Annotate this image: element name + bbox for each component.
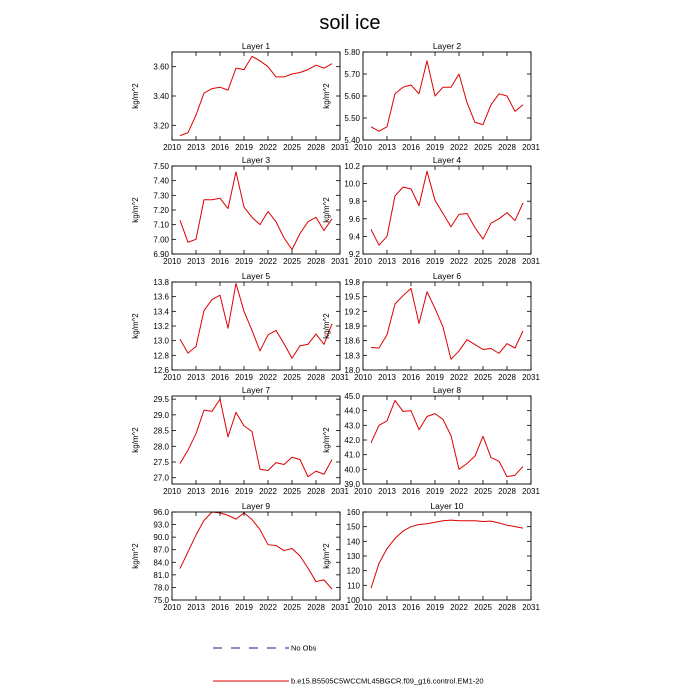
plot-frame [172, 166, 340, 254]
x-tick-label: 2010 [354, 603, 372, 612]
y-tick-label: 42.0 [344, 436, 360, 445]
y-tick-label: 18.6 [344, 336, 360, 346]
y-tick-label: 9.2 [348, 250, 360, 259]
x-tick-label: 2028 [307, 373, 325, 382]
y-tick-label: 96.0 [153, 508, 169, 517]
y-tick-label: 12.6 [153, 366, 169, 375]
y-tick-label: 10.2 [344, 162, 360, 171]
x-tick-label: 2013 [187, 257, 205, 266]
figure-title: soil ice [319, 12, 381, 34]
plot-frame [172, 52, 340, 140]
x-tick-label: 2013 [378, 603, 396, 612]
y-tick-label: 7.20 [153, 206, 169, 215]
y-tick-label: 13.8 [153, 278, 169, 287]
y-tick-label: 44.0 [344, 406, 360, 416]
x-tick-label: 2016 [211, 143, 229, 152]
panel-5 [131, 271, 349, 382]
panel-title: Layer 7 [241, 385, 271, 395]
x-tick-label: 2031 [522, 487, 540, 496]
y-tick-label: 90.0 [153, 533, 169, 543]
y-axis-label: kg/m^2 [131, 313, 140, 339]
panel-title: Layer 10 [430, 501, 464, 511]
y-tick-label: 5.60 [344, 92, 360, 101]
x-tick-label: 2019 [235, 373, 253, 382]
x-tick-label: 2022 [450, 257, 468, 266]
y-tick-label: 110 [347, 581, 360, 591]
x-tick-label: 2028 [498, 373, 516, 382]
x-tick-label: 2025 [283, 373, 301, 382]
x-tick-label: 2016 [402, 257, 420, 266]
y-tick-label: 6.90 [153, 250, 169, 259]
x-tick-label: 2010 [163, 373, 181, 382]
y-axis-label: kg/m^2 [322, 427, 331, 453]
panels [131, 41, 540, 612]
x-tick-label: 2028 [307, 487, 325, 496]
x-tick-label: 2025 [283, 143, 301, 152]
plot-frame [363, 166, 531, 254]
y-axis-label: kg/m^2 [131, 197, 140, 223]
legend-model-label: b.e15.B5505C5WCCML45BGCR.f09_g16.control.EM1-20 [291, 676, 484, 686]
y-tick-label: 5.80 [344, 48, 360, 57]
x-tick-label: 2028 [307, 143, 325, 152]
y-tick-label: 13.4 [153, 307, 169, 317]
x-tick-label: 2019 [235, 603, 253, 612]
x-tick-label: 2031 [522, 603, 540, 612]
x-tick-label: 2013 [187, 373, 205, 382]
y-tick-label: 87.0 [153, 545, 169, 555]
y-tick-label: 7.10 [153, 220, 169, 230]
x-tick-label: 2016 [211, 487, 229, 496]
x-tick-label: 2022 [259, 603, 277, 612]
panel-3 [131, 155, 349, 266]
x-tick-label: 2019 [426, 257, 444, 266]
series-line [180, 399, 332, 477]
y-tick-label: 78.0 [153, 583, 169, 593]
y-tick-label: 81.0 [153, 570, 169, 580]
x-tick-label: 2013 [187, 487, 205, 496]
x-tick-label: 2031 [331, 373, 349, 382]
plot-frame [363, 396, 531, 484]
panel-title: Layer 8 [432, 385, 462, 395]
series-line [371, 400, 523, 476]
x-tick-label: 2028 [498, 603, 516, 612]
x-tick-label: 2028 [498, 143, 516, 152]
x-tick-label: 2031 [331, 603, 349, 612]
x-tick-label: 2031 [331, 143, 349, 152]
x-tick-label: 2019 [426, 373, 444, 382]
x-tick-label: 2028 [498, 257, 516, 266]
y-tick-label: 3.20 [153, 121, 169, 131]
x-tick-label: 2019 [235, 257, 253, 266]
x-tick-label: 2010 [163, 603, 181, 612]
x-tick-label: 2031 [522, 143, 540, 152]
x-tick-label: 2022 [450, 603, 468, 612]
x-tick-label: 2013 [378, 373, 396, 382]
x-tick-label: 2022 [259, 143, 277, 152]
y-axis-label: kg/m^2 [131, 83, 140, 109]
y-tick-label: 45.0 [344, 392, 360, 401]
y-tick-label: 130 [346, 552, 360, 561]
panel-title: Layer 1 [241, 41, 271, 51]
y-axis-label: kg/m^2 [322, 543, 331, 569]
panel-title: Layer 3 [241, 155, 271, 165]
x-tick-label: 2019 [235, 487, 253, 496]
x-tick-label: 2028 [498, 487, 516, 496]
x-tick-label: 2031 [522, 257, 540, 266]
x-tick-label: 2010 [354, 257, 372, 266]
y-tick-label: 5.40 [344, 136, 360, 145]
y-axis-label: kg/m^2 [322, 83, 331, 109]
x-tick-label: 2019 [426, 487, 444, 496]
x-tick-label: 2010 [163, 257, 181, 266]
x-tick-label: 2025 [283, 603, 301, 612]
series-line [371, 520, 523, 588]
x-tick-label: 2022 [259, 487, 277, 496]
x-tick-label: 2019 [235, 143, 253, 152]
y-tick-label: 9.8 [348, 197, 360, 207]
legend [213, 644, 484, 686]
y-tick-label: 5.50 [344, 114, 360, 123]
x-tick-label: 2025 [474, 257, 492, 266]
y-tick-label: 43.0 [344, 421, 360, 431]
y-tick-label: 29.5 [153, 395, 169, 405]
x-tick-label: 2010 [354, 373, 372, 382]
y-tick-label: 7.00 [153, 235, 169, 245]
y-tick-label: 9.4 [348, 232, 360, 242]
y-tick-label: 5.70 [344, 70, 360, 79]
panel-title: Layer 2 [432, 41, 462, 51]
y-tick-label: 3.60 [153, 62, 169, 72]
y-tick-label: 19.5 [344, 292, 360, 302]
x-tick-label: 2022 [450, 143, 468, 152]
panel-8 [322, 385, 540, 496]
series-line [180, 512, 332, 589]
x-tick-label: 2028 [307, 603, 325, 612]
y-tick-label: 19.8 [344, 278, 360, 287]
x-tick-label: 2016 [402, 373, 420, 382]
panel-10 [322, 501, 540, 612]
panel-7 [131, 385, 349, 496]
x-tick-label: 2031 [331, 487, 349, 496]
panel-title: Layer 5 [241, 271, 271, 281]
y-tick-label: 13.2 [153, 322, 169, 331]
x-tick-label: 2016 [402, 603, 420, 612]
y-tick-label: 10.0 [344, 179, 360, 189]
x-tick-label: 2016 [211, 373, 229, 382]
y-axis-label: kg/m^2 [322, 197, 331, 223]
y-axis-label: kg/m^2 [131, 543, 140, 569]
y-tick-label: 40.0 [344, 465, 360, 475]
y-axis-label: kg/m^2 [322, 313, 331, 339]
y-tick-label: 18.3 [344, 351, 360, 361]
y-tick-label: 140 [346, 537, 360, 547]
series-line [371, 288, 523, 359]
x-tick-label: 2010 [163, 487, 181, 496]
y-tick-label: 120 [346, 566, 360, 576]
y-tick-label: 13.6 [153, 292, 169, 302]
y-tick-label: 28.0 [153, 442, 169, 452]
x-tick-label: 2028 [307, 257, 325, 266]
panel-6 [322, 271, 540, 382]
x-tick-label: 2013 [378, 487, 396, 496]
y-tick-label: 7.40 [153, 176, 169, 186]
y-tick-label: 13.0 [153, 336, 169, 346]
x-tick-label: 2013 [378, 257, 396, 266]
y-axis-label: kg/m^2 [131, 427, 140, 453]
series-line [180, 56, 332, 135]
x-tick-label: 2016 [402, 143, 420, 152]
y-tick-label: 160 [346, 508, 360, 517]
x-tick-label: 2025 [283, 487, 301, 496]
x-tick-label: 2025 [474, 373, 492, 382]
series-line [371, 61, 523, 131]
y-tick-label: 29.0 [153, 410, 169, 420]
x-tick-label: 2013 [187, 143, 205, 152]
series-line [371, 171, 523, 245]
plot-frame [172, 282, 340, 370]
x-tick-label: 2031 [522, 373, 540, 382]
x-tick-label: 2025 [474, 143, 492, 152]
panel-1 [131, 41, 349, 152]
panel-9 [131, 501, 349, 612]
panel-title: Layer 9 [241, 501, 271, 511]
y-tick-label: 93.0 [153, 520, 169, 530]
y-tick-label: 27.5 [153, 458, 169, 467]
y-tick-label: 3.40 [153, 92, 169, 101]
x-tick-label: 2031 [331, 257, 349, 266]
y-tick-label: 7.50 [153, 162, 169, 171]
y-tick-label: 9.6 [348, 214, 360, 224]
y-tick-label: 18.9 [344, 322, 360, 331]
x-tick-label: 2019 [426, 143, 444, 152]
panel-2 [322, 41, 540, 152]
panel-4 [322, 155, 540, 266]
y-tick-label: 19.2 [344, 307, 360, 317]
plot-frame [363, 282, 531, 370]
x-tick-label: 2025 [474, 603, 492, 612]
y-tick-label: 100 [346, 596, 360, 605]
x-tick-label: 2022 [259, 373, 277, 382]
y-tick-label: 12.8 [153, 351, 169, 361]
x-tick-label: 2022 [259, 257, 277, 266]
y-tick-label: 41.0 [344, 450, 360, 460]
y-tick-label: 27.0 [153, 473, 169, 483]
panel-title: Layer 6 [432, 271, 462, 281]
y-tick-label: 18.0 [344, 366, 360, 375]
x-tick-label: 2016 [211, 257, 229, 266]
legend-obs-label: No Obs [291, 643, 317, 653]
y-tick-label: 28.5 [153, 426, 169, 436]
x-tick-label: 2013 [187, 603, 205, 612]
x-tick-label: 2016 [402, 487, 420, 496]
x-tick-label: 2019 [426, 603, 444, 612]
x-tick-label: 2022 [450, 373, 468, 382]
y-tick-label: 150 [346, 522, 360, 532]
x-tick-label: 2016 [211, 603, 229, 612]
y-tick-label: 39.0 [344, 480, 360, 489]
plot-frame [172, 396, 340, 484]
x-tick-label: 2025 [474, 487, 492, 496]
x-tick-label: 2022 [450, 487, 468, 496]
y-tick-label: 75.0 [153, 596, 169, 605]
x-tick-label: 2025 [283, 257, 301, 266]
x-tick-label: 2010 [163, 143, 181, 152]
y-tick-label: 84.0 [153, 558, 169, 568]
x-tick-label: 2010 [354, 143, 372, 152]
panel-title: Layer 4 [432, 155, 462, 165]
x-tick-label: 2010 [354, 487, 372, 496]
x-tick-label: 2013 [378, 143, 396, 152]
series-line [180, 283, 332, 358]
series-line [180, 172, 332, 250]
y-tick-label: 7.30 [153, 191, 169, 201]
